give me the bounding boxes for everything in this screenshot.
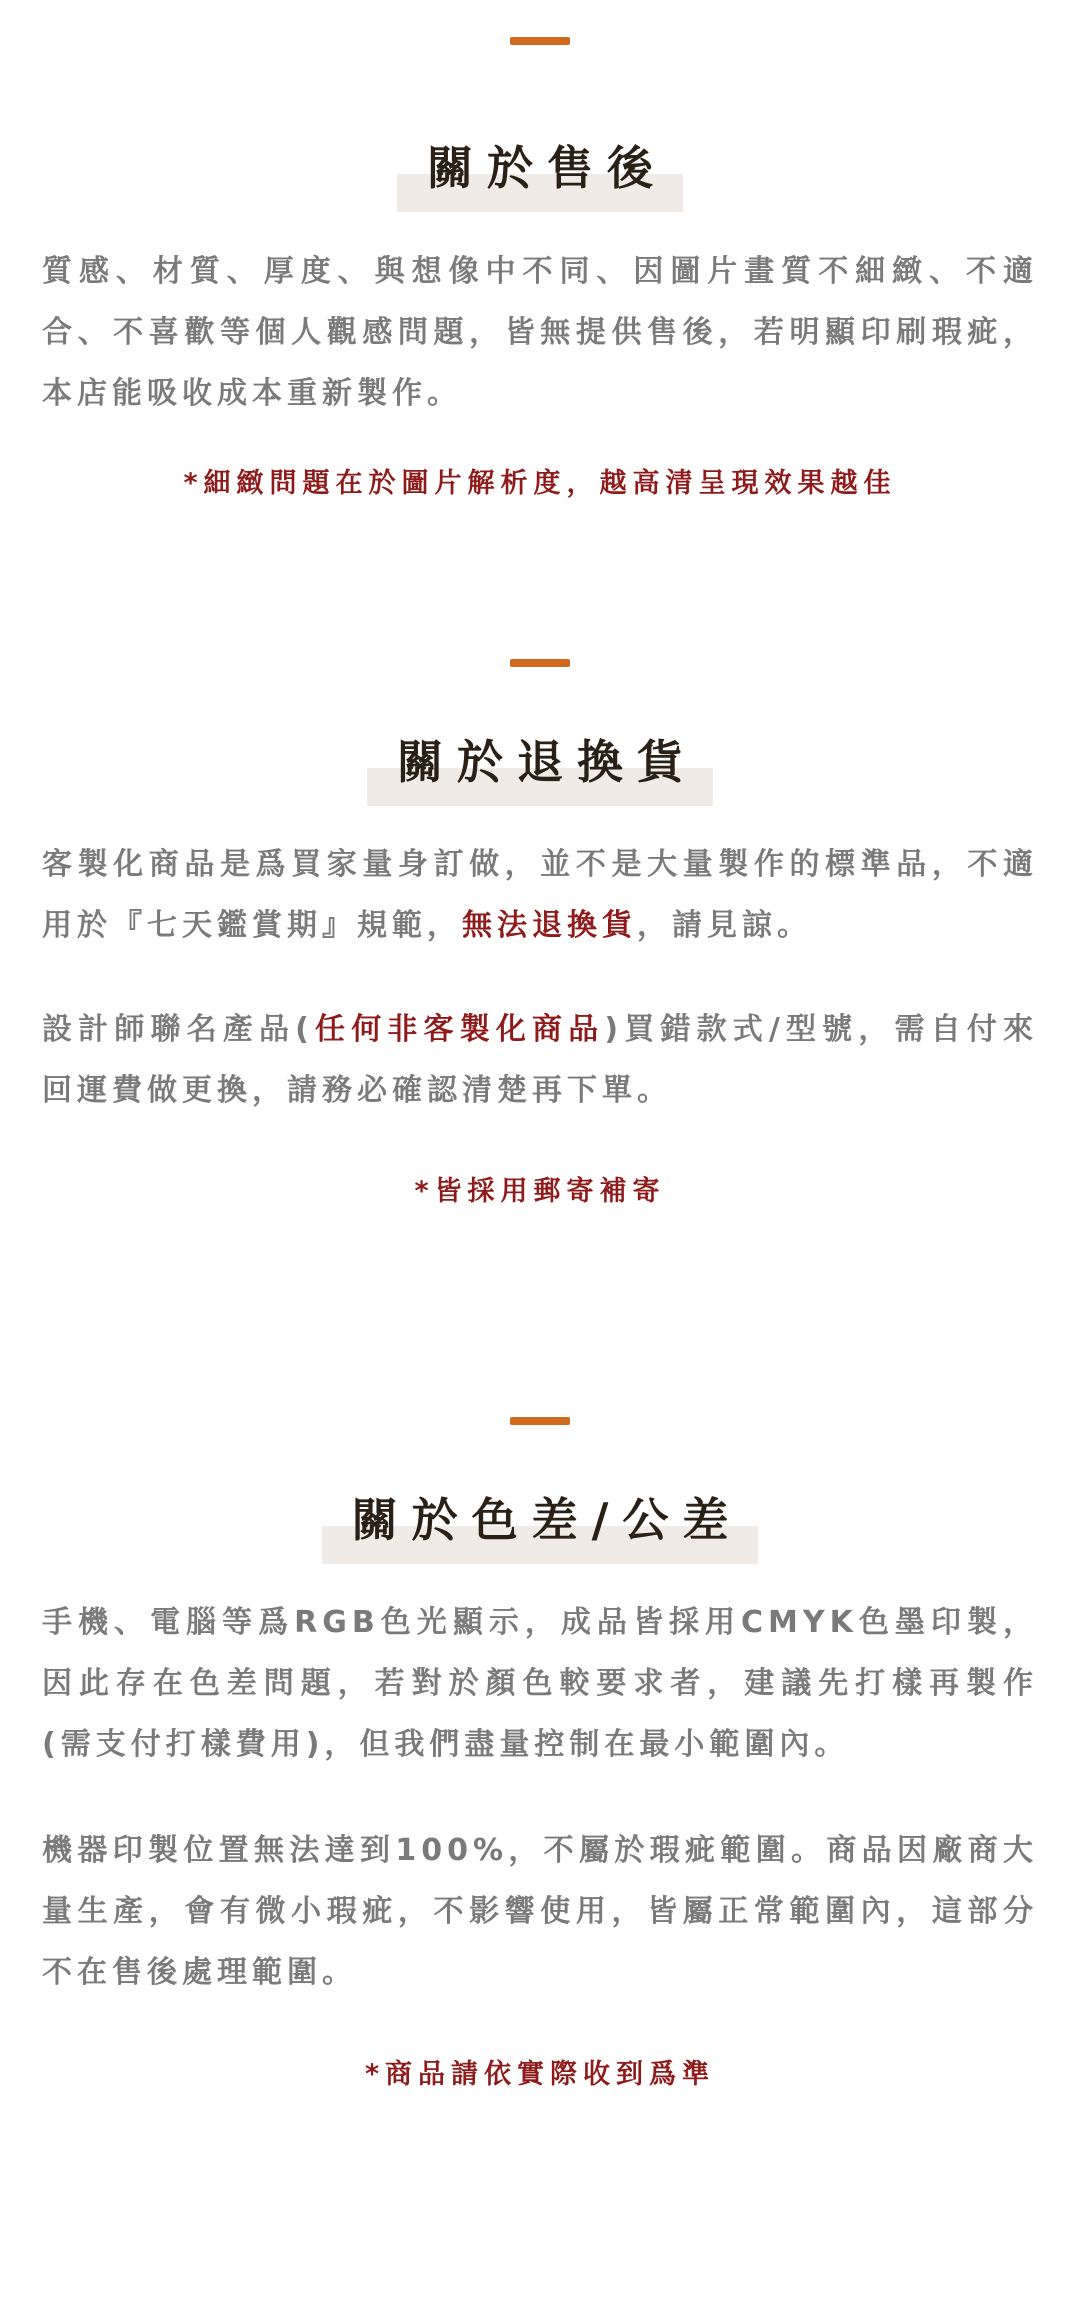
section-paragraph [42, 834, 1038, 956]
section-title: 關於售後 [397, 138, 683, 198]
paragraph-text: )買錯款式/型號，需自付來回運費做更換，請務必確認清楚再下單。 [42, 1012, 1039, 1108]
section-paragraph: 機器印製位置無法達到100%，不屬於瑕疵範圍。商品因廠商大量生產，會有微小瑕疵，不影響使用，皆屬正常範圍內，這部分不在售後處理範圍。 [42, 1833, 1038, 1990]
accent-bar [510, 1417, 570, 1425]
paragraph-text: 客製化商品是爲買家量身訂做，並不是大量製作的標準品，不適用於『七天鑑賞期』規範， [42, 847, 1038, 943]
section-title: 關於退換貨 [367, 732, 713, 792]
section-note: *皆採用郵寄補寄 [414, 1176, 666, 1207]
section-paragraph: 質感、材質、厚度、與想像中不同、因圖片畫質不細緻、不適合、不喜歡等個人觀感問題，皆無提供售後，若明顯印刷瑕疵，本店能吸收成本重新製作。 [42, 254, 1038, 411]
section-note: *細緻問題在於圖片解析度，越高清呈現效果越佳 [183, 468, 897, 499]
emphasis-text: 任何非客製化商品 [313, 1012, 605, 1047]
section-paragraph [42, 999, 1038, 1121]
section-paragraph: 手機、電腦等爲RGB色光顯示，成品皆採用CMYK色墨印製，因此存在色差問題，若對於顏色較要求者，建議先打樣再製作 (需支付打樣費用)，但我們盡量控制在最小範圍內。 [42, 1605, 1038, 1762]
accent-bar [510, 659, 570, 667]
section-title: 關於色差/公差 [322, 1490, 759, 1550]
paragraph-text: ，請見諒。 [637, 908, 812, 943]
section-note: *商品請依實際收到爲準 [364, 2059, 716, 2090]
emphasis-text: 無法退換貨 [462, 908, 637, 943]
paragraph-text: 設計師聯名產品( [42, 1012, 314, 1047]
accent-bar [510, 37, 570, 45]
